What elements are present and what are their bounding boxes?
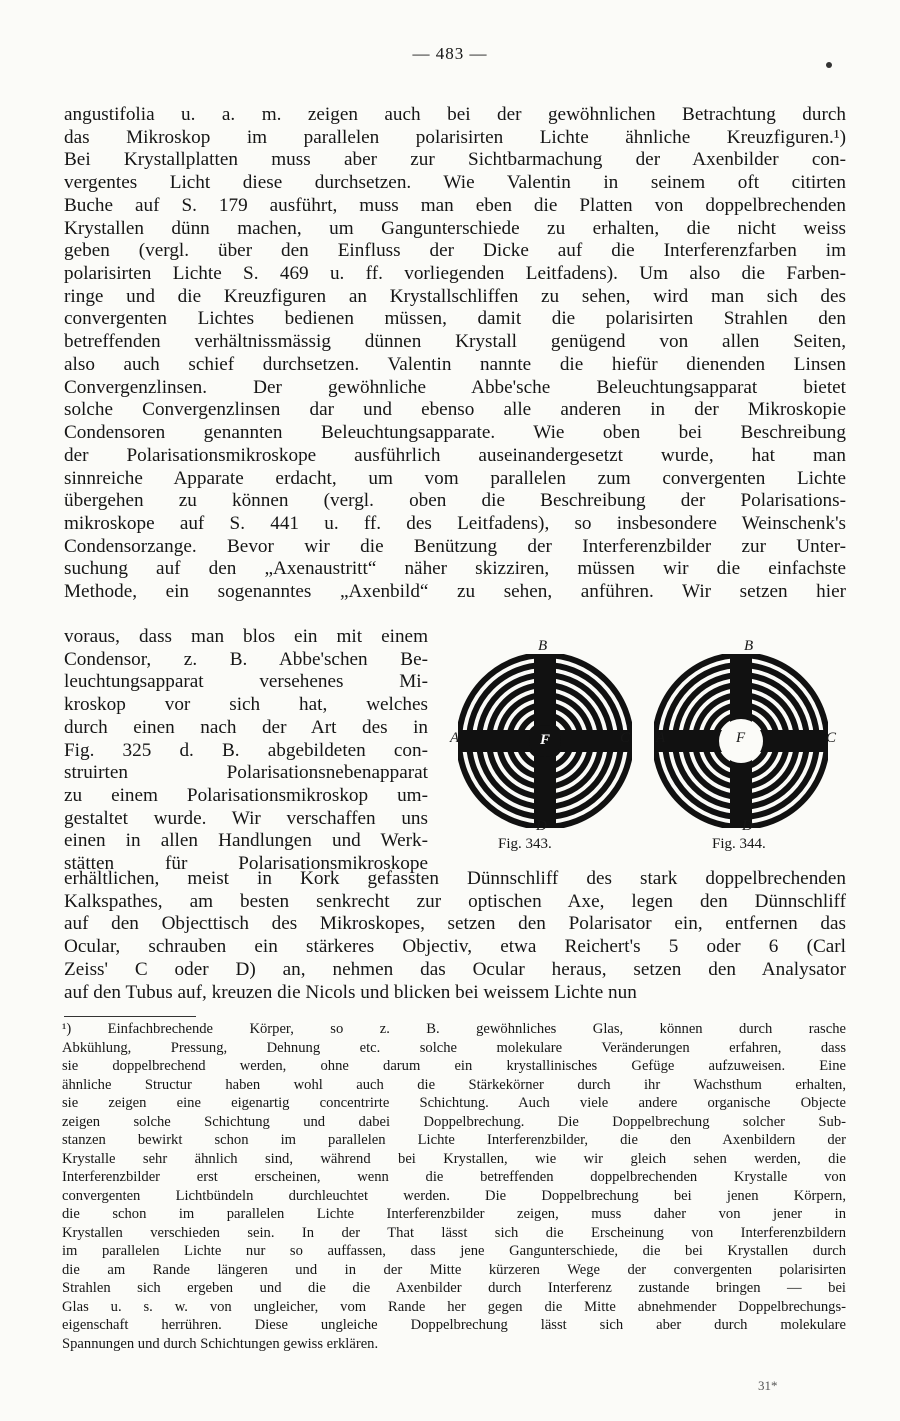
ink-dot <box>826 62 832 68</box>
text-line: Buche auf S. 179 ausführt, muss man eben die Platten von doppelbrechenden <box>64 194 846 216</box>
footnote-line: Krystalle sehr ähnlich sind, während bei Krystallen, wie wir gleich sehen werden, die <box>62 1150 846 1167</box>
figure-344-label-top: B <box>744 638 754 654</box>
text-line: der Polarisationsmikroskope ausführlich auseinandergesetzt wurde, hat man <box>64 444 846 466</box>
figure-343-label-right: C <box>620 730 631 746</box>
main-text-bottom <box>64 868 846 1004</box>
text-line: Bei Krystallplatten muss aber zur Sichtbarmachung der Axenbilder con- <box>64 149 846 171</box>
figure-344-label-left: A <box>656 730 666 746</box>
figure-343-caption: Fig. 343. <box>498 836 552 852</box>
text-line: struirten Polarisationsnebenapparat <box>64 762 428 784</box>
text-line: sinnreiche Apparate erdacht, um vom parallelen zum convergenten Lichte <box>64 467 846 489</box>
footnote-line: stanzen bewirkt schon im parallelen Lichte Interferenzbilder, die den Axenbildern der <box>62 1132 846 1148</box>
footnote <box>62 1020 846 1353</box>
text-line: Kalkspathes, am besten senkrecht zur optischen Axe, legen den Dünnschliff <box>64 890 846 912</box>
figure-343-label-bottom: D <box>536 818 547 834</box>
text-line: leuchtungsapparat versehenes Mi- <box>64 671 428 693</box>
text-line: suchung auf den „Axenaustritt“ näher skizziren, müssen wir die einfachste <box>64 558 846 580</box>
text-line: Condensor, z. B. Abbe'schen Be- <box>64 648 428 670</box>
text-line: durch einen nach der Art des in <box>64 716 428 738</box>
text-line: betreffenden verhältnissmässig dünnen Krystall genügend von allen Seiten, <box>64 331 846 353</box>
footnote-line: Strahlen sich ergeben und die die Axenbilder durch Interferenz zustande bringen — bei <box>62 1280 846 1296</box>
footnote-separator <box>64 1016 196 1017</box>
text-line: voraus, dass man blos ein mit einem <box>64 626 428 647</box>
text-line: auf den Tubus auf, kreuzen die Nicols und blicken bei weissem Lichte nun <box>64 981 637 1003</box>
footnote-line: eigenschaft herrühren. Diese ungleiche Doppelbrechung lässt sich aber durch molekulare <box>62 1317 846 1333</box>
text-line: stätten für Polarisationsmikroskope <box>64 853 428 875</box>
text-line: also auch schief durchsetzen. Valentin nannte die hiefür dienenden Linsen <box>64 353 846 375</box>
main-text-top <box>64 104 846 604</box>
footnote-line: Spannungen und durch Schichtungen gewiss erklären. <box>62 1335 379 1352</box>
footnote-line: Interferenzbilder erst erscheinen, wenn die betreffenden doppelbrechenden Krystalle von <box>62 1169 846 1185</box>
footnote-line: Krystallen verschieden sein. In der That lässt sich die Erscheinung von Interferenzbildern <box>62 1224 846 1241</box>
text-line: Convergenzlinsen. Der gewöhnliche Abbe'sche Beleuchtungsapparat bietet <box>64 376 846 398</box>
text-line: convergenten Lichtes bedienen müssen, damit die polarisirten Strahlen den <box>64 308 846 330</box>
figure-344-label-bottom: D <box>742 818 753 834</box>
figure-343-label-left: A <box>450 730 460 746</box>
footnote-line: die am Rande längeren und in der Mitte kürzeren Wege der convergenten polarisirten <box>62 1261 846 1278</box>
footnote-line: sie zeigen eine eigenartig concentrirte Schichtung. Auch viele andere organische Objecte <box>62 1095 846 1111</box>
text-line: das Mikroskop im parallelen polarisirten Lichte ähnliche Kreuzfiguren.¹) <box>64 126 846 148</box>
text-line: Condensorzange. Bevor wir die Benützung der Interferenzbilder zur Unter- <box>64 535 846 557</box>
page-number: — 483 — <box>412 44 488 63</box>
text-line: Fig. 325 d. B. abgebildeten con- <box>64 739 428 761</box>
main-text-beside-figures <box>64 626 428 876</box>
text-line: kroskop vor sich hat, welches <box>64 694 428 716</box>
signature-mark: 31* <box>758 1378 778 1393</box>
figure-343-label-center: F <box>540 732 551 748</box>
text-line: angustifolia u. a. m. zeigen auch bei der gewöhnlichen Betrachtung durch <box>64 104 846 125</box>
footnote-line: convergenten Lichtbündeln durchleuchtet werden. Die Doppelbrechung bei jenen Körpern, <box>62 1187 846 1204</box>
figure-group <box>446 640 846 860</box>
text-line: Condensoren genannten Beleuchtungsapparate. Wie oben bei Beschreibung <box>64 422 846 444</box>
figure-343-label-top: B <box>538 638 548 654</box>
text-line: Methode, ein sogenanntes „Axenbild“ zu sehen, anführen. Wir setzen hier <box>64 581 846 603</box>
text-line: solche Convergenzlinsen dar und ebenso alle anderen in der Mikroskopie <box>64 399 846 421</box>
footnote-line: im parallelen Lichte nur so auffassen, dass jene Gangunterschiede, die bei Krystallen durch <box>62 1243 846 1259</box>
footnote-line: sie doppelbrechend werden, ohne darum ein krystallinisches Gefüge aufzuweisen. Eine <box>62 1058 846 1074</box>
text-line: Krystallen dünn machen, um Gangunterschiede zu erhalten, die nicht weiss <box>64 217 846 239</box>
text-line: gestaltet wurde. Wir verschaffen uns <box>64 807 428 829</box>
text-line: mikroskope auf S. 441 u. ff. des Leitfadens), so insbesondere Weinschenk's <box>64 512 846 534</box>
text-line: übergehen zu können (vergl. oben die Beschreibung der Polarisations- <box>64 490 846 512</box>
footnote-line: ¹) Einfachbrechende Körper, so z. B. gewöhnliches Glas, können durch rasche <box>62 1021 846 1037</box>
footnote-line: die schon im parallelen Lichte Interferenzbilder zeigen, muss daher von jener in <box>62 1206 846 1222</box>
text-line: geben (vergl. über den Einfluss der Dicke auf die Interferenzfarben im <box>64 240 846 262</box>
footnote-line: Abkühlung, Pressung, Dehnung etc. solche molekulare Veränderungen erfahren, dass <box>62 1039 846 1056</box>
text-line: erhältlichen, meist in Kork gefassten Dünnschliff des stark doppelbrechenden <box>64 868 846 889</box>
text-line: einen in allen Handlungen und Werk- <box>64 830 428 852</box>
footnote-line: Glas u. s. w. von ungleicher, vom Rande her gegen die Mitte abnehmender Doppelbrechungs- <box>62 1298 846 1315</box>
text-line: Zeiss' C oder D) an, nehmen das Ocular heraus, setzen den Analysator <box>64 958 846 980</box>
text-line: auf den Objecttisch des Mikroskopes, setzen den Polarisator ein, entfernen das <box>64 913 846 935</box>
figure-344-caption: Fig. 344. <box>712 836 766 852</box>
text-line: Ocular, schrauben ein stärkeres Objectiv, etwa Reichert's 5 oder 6 (Carl <box>64 936 846 958</box>
text-line: polarisirten Lichte S. 469 u. ff. vorliegenden Leitfadens). Um also die Farben- <box>64 263 846 285</box>
figure-344-label-right: C <box>826 730 837 746</box>
footnote-line: ähnliche Structur haben wohl auch die Stärkekörner durch ihr Wachsthum erhalten, <box>62 1076 846 1093</box>
text-line: vergentes Licht diese durchsetzen. Wie Valentin in seinem oft citirten <box>64 172 846 194</box>
text-line: ringe und die Kreuzfiguren an Krystallschliffen zu sehen, wird man sich des <box>64 285 846 307</box>
figure-344-label-center: F <box>736 730 746 746</box>
footnote-line: zeigen solche Schichtung und dabei Doppelbrechung. Die Doppelbrechung solcher Sub- <box>62 1113 846 1130</box>
text-line: zu einem Polarisationsmikroskop um- <box>64 785 428 807</box>
